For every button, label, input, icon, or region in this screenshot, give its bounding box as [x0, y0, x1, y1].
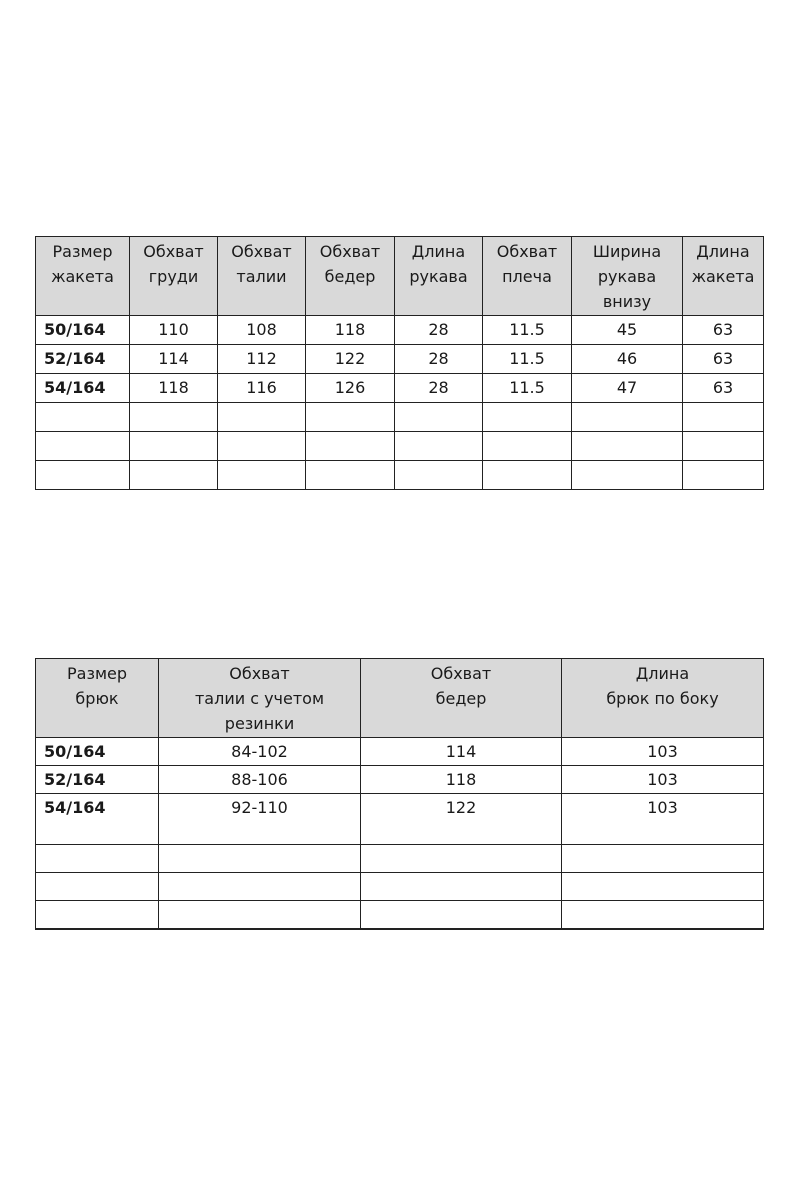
table-cell: 103 [562, 738, 764, 766]
table-cell: 114 [361, 738, 562, 766]
table-cell: 126 [306, 374, 395, 403]
table-cell: 108 [218, 316, 306, 345]
table-cell: 46 [572, 345, 683, 374]
table-cell: 116 [218, 374, 306, 403]
table-cell: 28 [395, 374, 483, 403]
size-cell: 54/164 [36, 794, 159, 845]
empty-table-row [36, 461, 764, 490]
table-cell: 103 [562, 766, 764, 794]
table-cell: 88-106 [159, 766, 361, 794]
table-cell: 11.5 [483, 374, 572, 403]
size-cell: 50/164 [36, 738, 159, 766]
size-cell: 54/164 [36, 374, 130, 403]
empty-table-row [36, 873, 764, 901]
empty-table-row [36, 403, 764, 432]
table-cell: 63 [683, 345, 764, 374]
table-cell: 92-110 [159, 794, 361, 845]
jacket-header-sleeve-length: Длина рукава [395, 237, 483, 316]
jacket-header-shoulder: Обхват плеча [483, 237, 572, 316]
table-cell: 47 [572, 374, 683, 403]
table-cell: 118 [130, 374, 218, 403]
jacket-header-chest: Обхват груди [130, 237, 218, 316]
table-cell: 122 [306, 345, 395, 374]
table-row [36, 738, 764, 766]
table-row [36, 374, 764, 403]
empty-table-row [36, 432, 764, 461]
table-cell: 28 [395, 316, 483, 345]
table-cell: 122 [361, 794, 562, 845]
table-cell: 84-102 [159, 738, 361, 766]
jacket-header-row [36, 237, 764, 316]
table-cell: 118 [306, 316, 395, 345]
table-cell: 63 [683, 374, 764, 403]
trousers-header-row [36, 659, 764, 738]
size-cell: 52/164 [36, 766, 159, 794]
table-cell: 45 [572, 316, 683, 345]
table-cell: 11.5 [483, 345, 572, 374]
empty-table-row [36, 845, 764, 873]
jacket-header-waist: Обхват талии [218, 237, 306, 316]
trousers-header-hips: Обхват бедер [361, 659, 562, 738]
table-cell: 112 [218, 345, 306, 374]
table-row [36, 766, 764, 794]
trousers-header-waist: Обхват талии с учетом резинки [159, 659, 361, 738]
size-cell: 50/164 [36, 316, 130, 345]
table-cell: 110 [130, 316, 218, 345]
table-cell: 118 [361, 766, 562, 794]
jacket-size-table [35, 236, 764, 490]
trousers-header-side-length: Длина брюк по боку [562, 659, 764, 738]
jacket-header-hips: Обхват бедер [306, 237, 395, 316]
jacket-header-jacket-length: Длина жакета [683, 237, 764, 316]
table-row [36, 345, 764, 374]
jacket-header-sleeve-width: Ширина рукава внизу [572, 237, 683, 316]
jacket-header-size: Размер жакета [36, 237, 130, 316]
table-cell: 11.5 [483, 316, 572, 345]
table-cell: 28 [395, 345, 483, 374]
trousers-size-table [35, 658, 764, 930]
size-cell: 52/164 [36, 345, 130, 374]
table-cell: 114 [130, 345, 218, 374]
empty-table-row [36, 901, 764, 930]
table-cell: 103 [562, 794, 764, 845]
table-cell: 63 [683, 316, 764, 345]
table-row [36, 316, 764, 345]
table-row [36, 794, 764, 845]
trousers-header-size: Размер брюк [36, 659, 159, 738]
